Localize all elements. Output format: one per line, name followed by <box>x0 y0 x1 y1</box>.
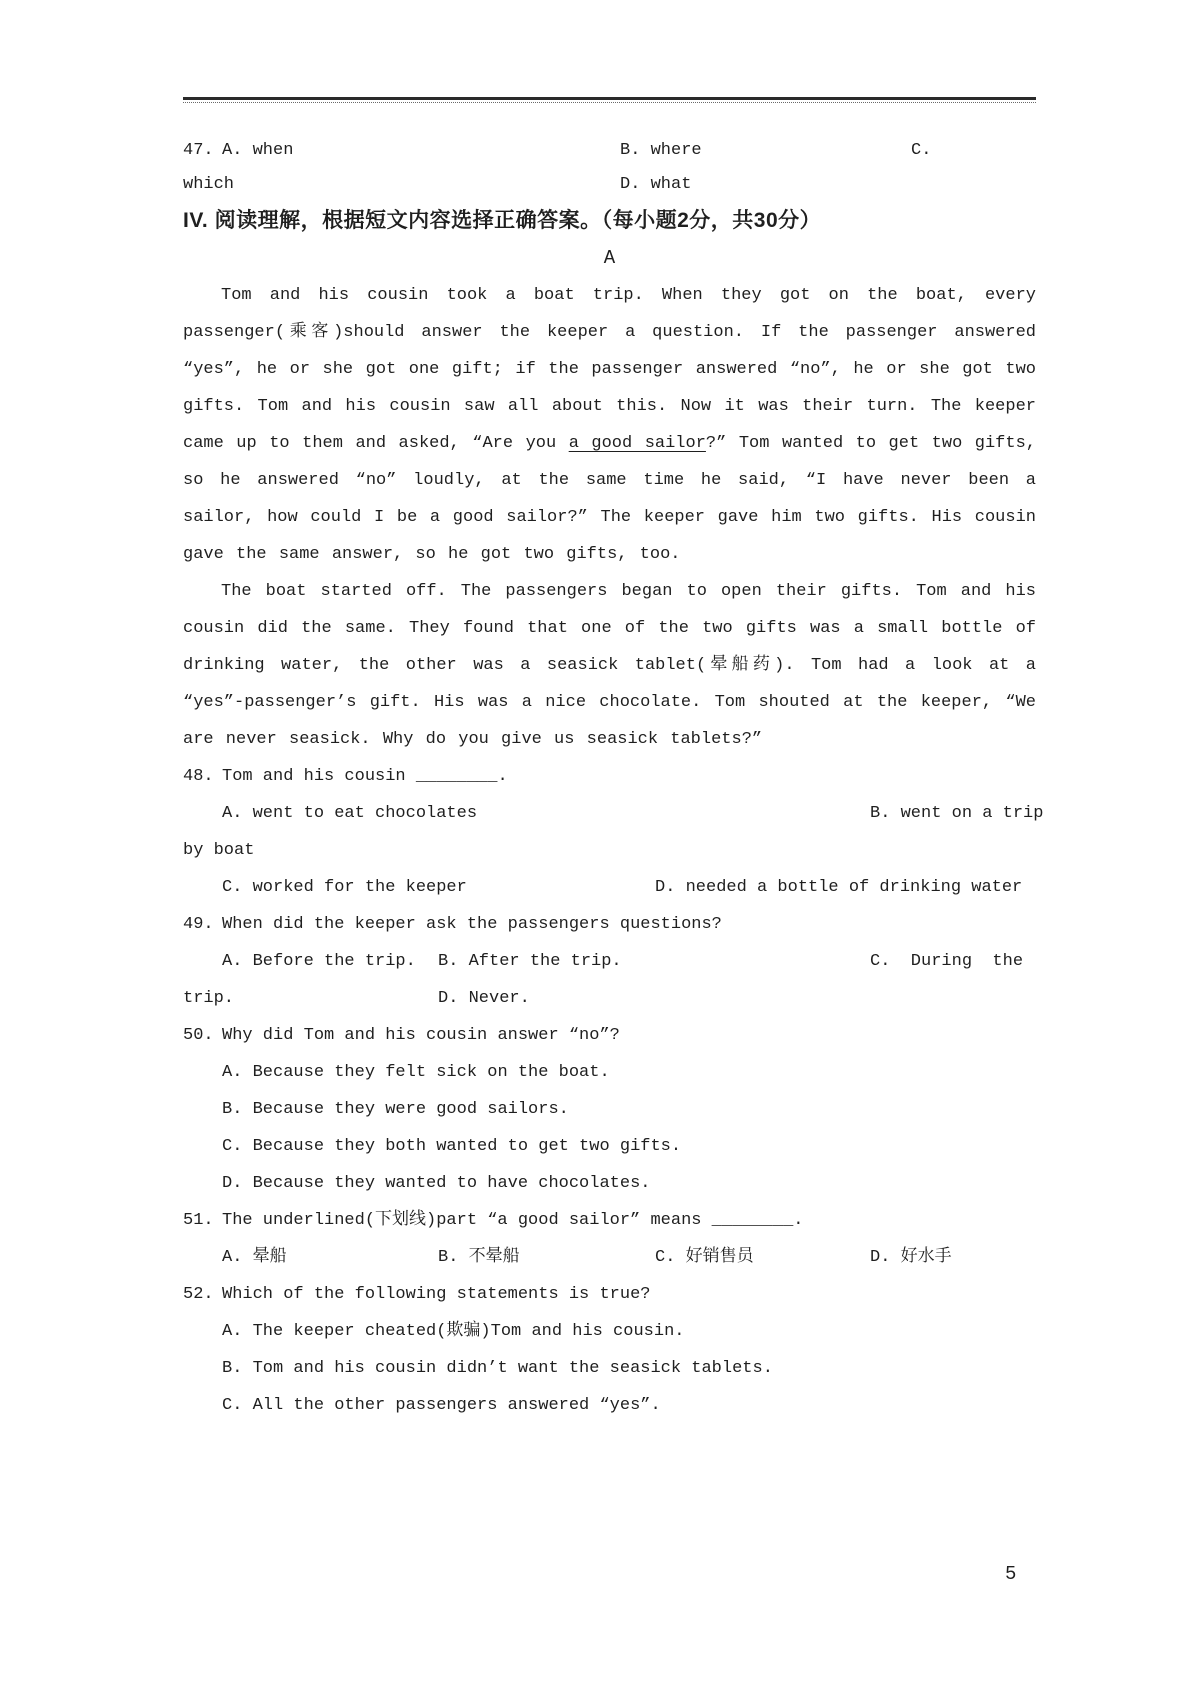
q48-option-b: B. went on a trip <box>870 804 1044 823</box>
q49-options-row-2 <box>183 980 1036 1017</box>
q52-stem-line <box>183 1276 1036 1313</box>
passage-paragraph-1 <box>183 277 1036 573</box>
q50-option-c-line <box>183 1128 1036 1165</box>
passage-p1-underlined-phrase: a good sailor <box>568 434 706 453</box>
q50-option-b: B. Because they were good sailors. <box>222 1100 569 1119</box>
passage-p1-before: Tom and his cousin took a boat trip. When they got on the boat, every passenger(乘客)should answer the keeper a question. If the passenger answered “yes”, he or she got one gift; if the passenger answered “no”, he or she got two gifts. Tom and his cousin saw all about this. Now it was their turn. The keeper came up to them and asked, “Are you <box>183 286 1036 453</box>
q52-option-a-line <box>183 1313 1036 1350</box>
q52-stem: Which of the following statements is true? <box>222 1285 651 1304</box>
section-title: IV. 阅读理解，根据短文内容选择正确答案。（每小题2分，共30分） <box>183 209 822 232</box>
header-rule <box>183 97 1036 103</box>
q49-option-c-wrap: trip. <box>183 989 235 1008</box>
q51-option-c: C. 好销售员 <box>655 1248 754 1267</box>
q50-option-a-line <box>183 1054 1036 1091</box>
q48-stem: Tom and his cousin ________. <box>222 767 508 786</box>
q48-option-b-wrap: by boat <box>183 841 255 860</box>
q51-option-a: A. 晕船 <box>222 1248 287 1267</box>
q47-options-row-1 <box>183 134 1036 168</box>
q52-option-c-line <box>183 1387 1036 1424</box>
page-content <box>183 134 1044 1424</box>
q51-stem: The underlined(下划线)part “a good sailor” means ________. <box>222 1211 804 1230</box>
q51-number: 51. <box>183 1211 214 1230</box>
q49-options-row-1 <box>183 943 1036 980</box>
page-number: 5 <box>1005 1563 1017 1585</box>
q50-stem-line <box>183 1017 1036 1054</box>
q50-option-b-line <box>183 1091 1036 1128</box>
q52-number: 52. <box>183 1285 214 1304</box>
q49-option-b: B. After the trip. <box>438 952 622 971</box>
passage-label: A <box>603 247 616 269</box>
q49-option-d: D. Never. <box>438 989 530 1008</box>
q50-option-d: D. Because they wanted to have chocolates. <box>222 1174 651 1193</box>
q48-options-row-1 <box>183 795 1044 832</box>
q47-option-a: A. when <box>222 141 294 160</box>
q48-option-d: D. needed a bottle of drinking water <box>655 878 1023 897</box>
q48-number: 48. <box>183 767 214 786</box>
q49-option-a: A. Before the trip. <box>222 952 416 971</box>
q49-stem-line <box>183 906 1036 943</box>
q48-stem-line <box>183 758 1036 795</box>
q47-option-d: D. what <box>620 175 692 194</box>
q52-option-c: C. All the other passengers answered “yes”. <box>222 1396 661 1415</box>
q50-stem: Why did Tom and his cousin answer “no”? <box>222 1026 620 1045</box>
q47-number: 47. <box>183 141 214 160</box>
q52-option-a: A. The keeper cheated(欺骗)Tom and his cousin. <box>222 1322 685 1341</box>
q48-option-a: A. went to eat chocolates <box>222 804 478 823</box>
q47-option-b: B. where <box>620 141 702 160</box>
q51-options-row <box>183 1239 1036 1276</box>
q52-option-b: B. Tom and his cousin didn’t want the seasick tablets. <box>222 1359 773 1378</box>
q51-option-b: B. 不晕船 <box>438 1248 520 1267</box>
q48-options-row-2 <box>183 832 1036 869</box>
q50-option-c: C. Because they both wanted to get two gifts. <box>222 1137 682 1156</box>
q51-stem-line <box>183 1202 1036 1239</box>
q52-option-b-line <box>183 1350 1036 1387</box>
q49-option-c: C. During the <box>870 952 1024 971</box>
q50-number: 50. <box>183 1026 214 1045</box>
q48-option-c: C. worked for the keeper <box>222 878 467 897</box>
q47-option-c-text: which <box>183 175 235 194</box>
q50-option-d-line <box>183 1165 1036 1202</box>
q51-option-d: D. 好水手 <box>870 1248 952 1267</box>
q50-option-a: A. Because they felt sick on the boat. <box>222 1063 610 1082</box>
q48-options-row-3 <box>183 869 1036 906</box>
passage-paragraph-2: The boat started off. The passengers began to open their gifts. Tom and his cousin did the same. They found that one of the two gifts was a small bottle of drinking water, the other was a seasick tablet(晕船药). Tom had a look at a “yes”-passenger’s gift. His was a nice chocolate. Tom shouted at the keeper, “We are never seasick. Why do you give us seasick tablets?” <box>183 582 1036 749</box>
q49-stem: When did the keeper ask the passengers questions? <box>222 915 722 934</box>
q47-option-c-label: C. <box>911 141 932 160</box>
passage-p1-after: ?” Tom wanted to get two gifts, so he answered “no” loudly, at the same time he said, “I have never been a sailor, how could I be a good sailor?” The keeper gave him two gifts. His cousin gave the same answer, so he got two gifts, too. <box>183 434 1036 564</box>
q49-number: 49. <box>183 915 214 934</box>
q47-options-row-2 <box>183 168 1036 202</box>
